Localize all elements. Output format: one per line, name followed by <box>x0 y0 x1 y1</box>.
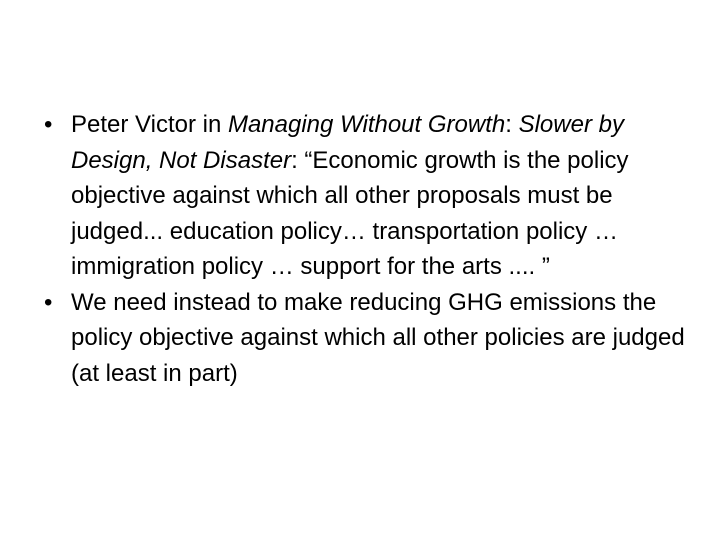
bullet-item-peter-victor-quote <box>44 107 694 285</box>
bullet-dot-icon: • <box>44 111 53 138</box>
bullet-list <box>44 107 694 391</box>
bullet-text <box>71 111 629 280</box>
bullet-item-ghg-objective <box>44 285 694 392</box>
bullet-text-segment: Peter Victor in <box>71 111 228 138</box>
quote-text: : “Economic growth is the policy objective against which all other proposals must be judged... education policy… transportation policy … immigration policy … support for the arts .... ” <box>71 146 629 280</box>
bullet-text-segment: : <box>505 111 519 138</box>
book-subtitle: Slower by Design, Not Disaster <box>71 111 624 174</box>
bullet-text: We need instead to make reducing GHG emissions the policy objective against which all other policies are judged (at least in part) <box>71 288 685 387</box>
bullet-dot-icon: • <box>44 288 53 316</box>
book-title: Managing Without Growth <box>227 111 506 138</box>
